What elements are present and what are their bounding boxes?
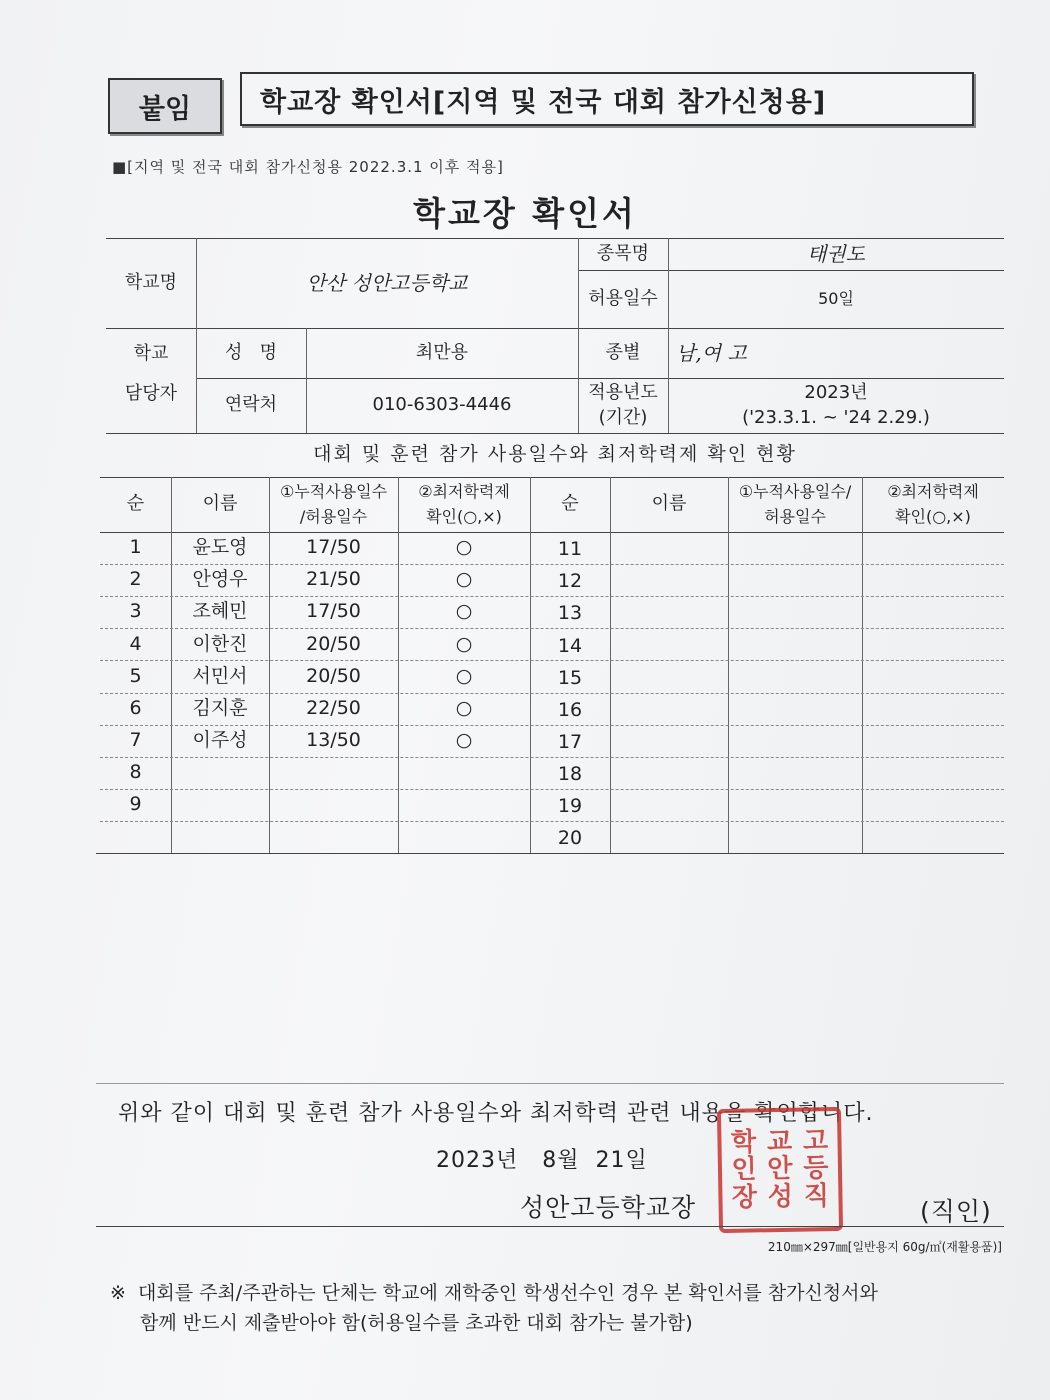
paper-spec: 210㎜×297㎜[일반용지 60g/㎡(재활용품)] <box>767 1240 1002 1254</box>
cell-left-no: 7 <box>129 728 142 751</box>
cell-left-days: 17/50 <box>306 600 361 623</box>
cell-right-no: 18 <box>557 762 583 785</box>
contact-value: 010-6303-4446 <box>372 394 512 416</box>
document-title: 학교장 확인서 <box>413 194 637 233</box>
cell-left-days <box>269 789 398 821</box>
cell-left-name: 이주성 <box>192 728 248 751</box>
cell-right-no: 11 <box>557 538 583 561</box>
header-used-left-1: ①누적사용일수 <box>279 482 388 502</box>
seal-character: 성 <box>767 1181 794 1212</box>
cell-right-no: 17 <box>557 730 583 753</box>
cell-left-name: 김지훈 <box>192 696 248 719</box>
applicability-note: ■[지역 및 전국 대회 참가신청용 2022.3.1 이후 적용] <box>112 158 504 176</box>
header-title: 학교장 확인서[지역 및 전국 대회 참가신청용] <box>240 72 974 126</box>
cell-left-name <box>171 821 269 853</box>
cell-left-check: ○ <box>455 696 473 719</box>
allowed-value: 50일 <box>818 289 854 309</box>
footnote-line-1: ※ 대회를 주최/주관하는 단체는 학교에 재학중인 학생선수인 경우 본 확인서를 참가신청서와 <box>110 1282 878 1304</box>
cell-left-name: 이한진 <box>192 632 248 655</box>
gender-value: 남,여 고 <box>676 340 747 365</box>
cell-left-check <box>398 757 530 789</box>
attachment-tag: 붙임 <box>108 78 222 134</box>
year-label-2: (기간) <box>598 406 648 428</box>
header-used-left-2: /허용일수 <box>299 507 368 527</box>
name-label: 성 명 <box>225 341 277 363</box>
cell-left-no: 3 <box>129 600 142 623</box>
manager-label-2: 담당자 <box>124 382 178 404</box>
header-check-right-2: 확인(○,×) <box>895 507 971 527</box>
cell-left-days: 20/50 <box>306 664 361 687</box>
cell-left-check: ○ <box>455 664 473 687</box>
year-label-1: 적용년도 <box>588 381 658 403</box>
cell-left-check: ○ <box>455 536 473 559</box>
header-check-left-1: ②최저학력제 <box>418 482 510 502</box>
header-check-left-2: 확인(○,×) <box>426 507 502 527</box>
manager-label-1: 학교 <box>133 342 169 364</box>
cell-right-no: 12 <box>557 570 583 593</box>
cell-left-days: 22/50 <box>306 696 361 719</box>
header-name-left: 이름 <box>202 493 238 515</box>
header-no-left: 순 <box>126 493 145 515</box>
cell-right-no: 16 <box>557 698 583 721</box>
cell-left-days: 17/50 <box>306 536 361 559</box>
seal-character: 인 <box>731 1154 757 1186</box>
cell-left-days <box>269 821 398 853</box>
cell-left-name: 서민서 <box>192 664 248 687</box>
cell-right-no: 14 <box>557 634 583 657</box>
gender-label: 종별 <box>605 341 641 363</box>
cell-right-no: 15 <box>557 666 583 689</box>
principal-name: 성안고등학교장 <box>520 1193 697 1222</box>
cell-left-check: ○ <box>455 600 473 623</box>
cell-left-check <box>398 821 530 853</box>
cell-left-name <box>171 757 269 789</box>
seal-label: (직인) <box>920 1197 992 1226</box>
cell-left-name: 윤도영 <box>192 536 248 559</box>
name-value: 최만용 <box>415 341 469 363</box>
cell-left-no: 8 <box>129 760 142 783</box>
seal-character: 학 <box>730 1127 757 1158</box>
header-check-right-1: ②최저학력제 <box>887 482 979 502</box>
cell-left-check: ○ <box>455 632 473 655</box>
cell-left-no: 1 <box>129 536 142 559</box>
cell-right-no: 13 <box>557 602 583 625</box>
header-used-right-2: 허용일수 <box>764 507 826 527</box>
cell-left-name <box>171 789 269 821</box>
cell-left-no: 6 <box>129 696 142 719</box>
confirm-statement: 위와 같이 대회 및 훈련 참가 사용일수와 최저학력 관련 내용을 확인합니다. <box>118 1101 874 1126</box>
seal-character: 직 <box>803 1180 830 1212</box>
official-seal-stamp <box>717 1107 843 1233</box>
seal-character: 안 <box>767 1154 793 1185</box>
cell-left-no: 5 <box>129 664 142 687</box>
cell-left-name: 안영우 <box>192 568 248 591</box>
header-name-right: 이름 <box>651 493 687 515</box>
seal-character: 등 <box>803 1153 829 1184</box>
cell-left-check: ○ <box>455 728 473 751</box>
school-value: 안산 성안고등학교 <box>306 270 468 295</box>
cell-left-days: 20/50 <box>306 632 361 655</box>
seal-character: 교 <box>766 1126 793 1158</box>
cell-left-no: 9 <box>129 793 142 816</box>
confirm-date: 2023년 8월 21일 <box>436 1148 648 1173</box>
header-used-right-1: ①누적사용일수/ <box>738 482 852 502</box>
cell-right-no: 20 <box>557 827 583 850</box>
year-value-2: ('23.3.1. ~ '24 2.29.) <box>742 406 930 428</box>
sport-value: 태권도 <box>807 241 865 266</box>
school-label: 학교명 <box>124 271 178 293</box>
seal-character: 고 <box>802 1126 829 1157</box>
cell-left-check: ○ <box>455 568 473 591</box>
section-title: 대회 및 훈련 참가 사용일수와 최저학력제 확인 현황 <box>313 443 797 466</box>
cell-left-no: 4 <box>129 632 142 655</box>
header-no-right: 순 <box>561 493 579 515</box>
cell-left-days <box>269 757 398 789</box>
cell-right-no: 19 <box>557 795 583 818</box>
seal-character: 장 <box>731 1182 758 1213</box>
cell-left-no: 2 <box>129 568 142 591</box>
contact-label: 연락처 <box>224 394 278 416</box>
year-value-1: 2023년 <box>804 381 868 403</box>
cell-left-days: 13/50 <box>306 728 361 751</box>
cell-left-days: 21/50 <box>306 568 361 591</box>
cell-left-no <box>100 821 171 853</box>
footnote-line-2: 함께 반드시 제출받아야 함(허용일수를 초과한 대회 참가는 불가함) <box>140 1312 693 1334</box>
cell-left-check <box>398 789 530 821</box>
allowed-label: 허용일수 <box>588 287 658 309</box>
cell-left-name: 조혜민 <box>192 600 248 623</box>
sport-label: 종목명 <box>596 242 650 264</box>
